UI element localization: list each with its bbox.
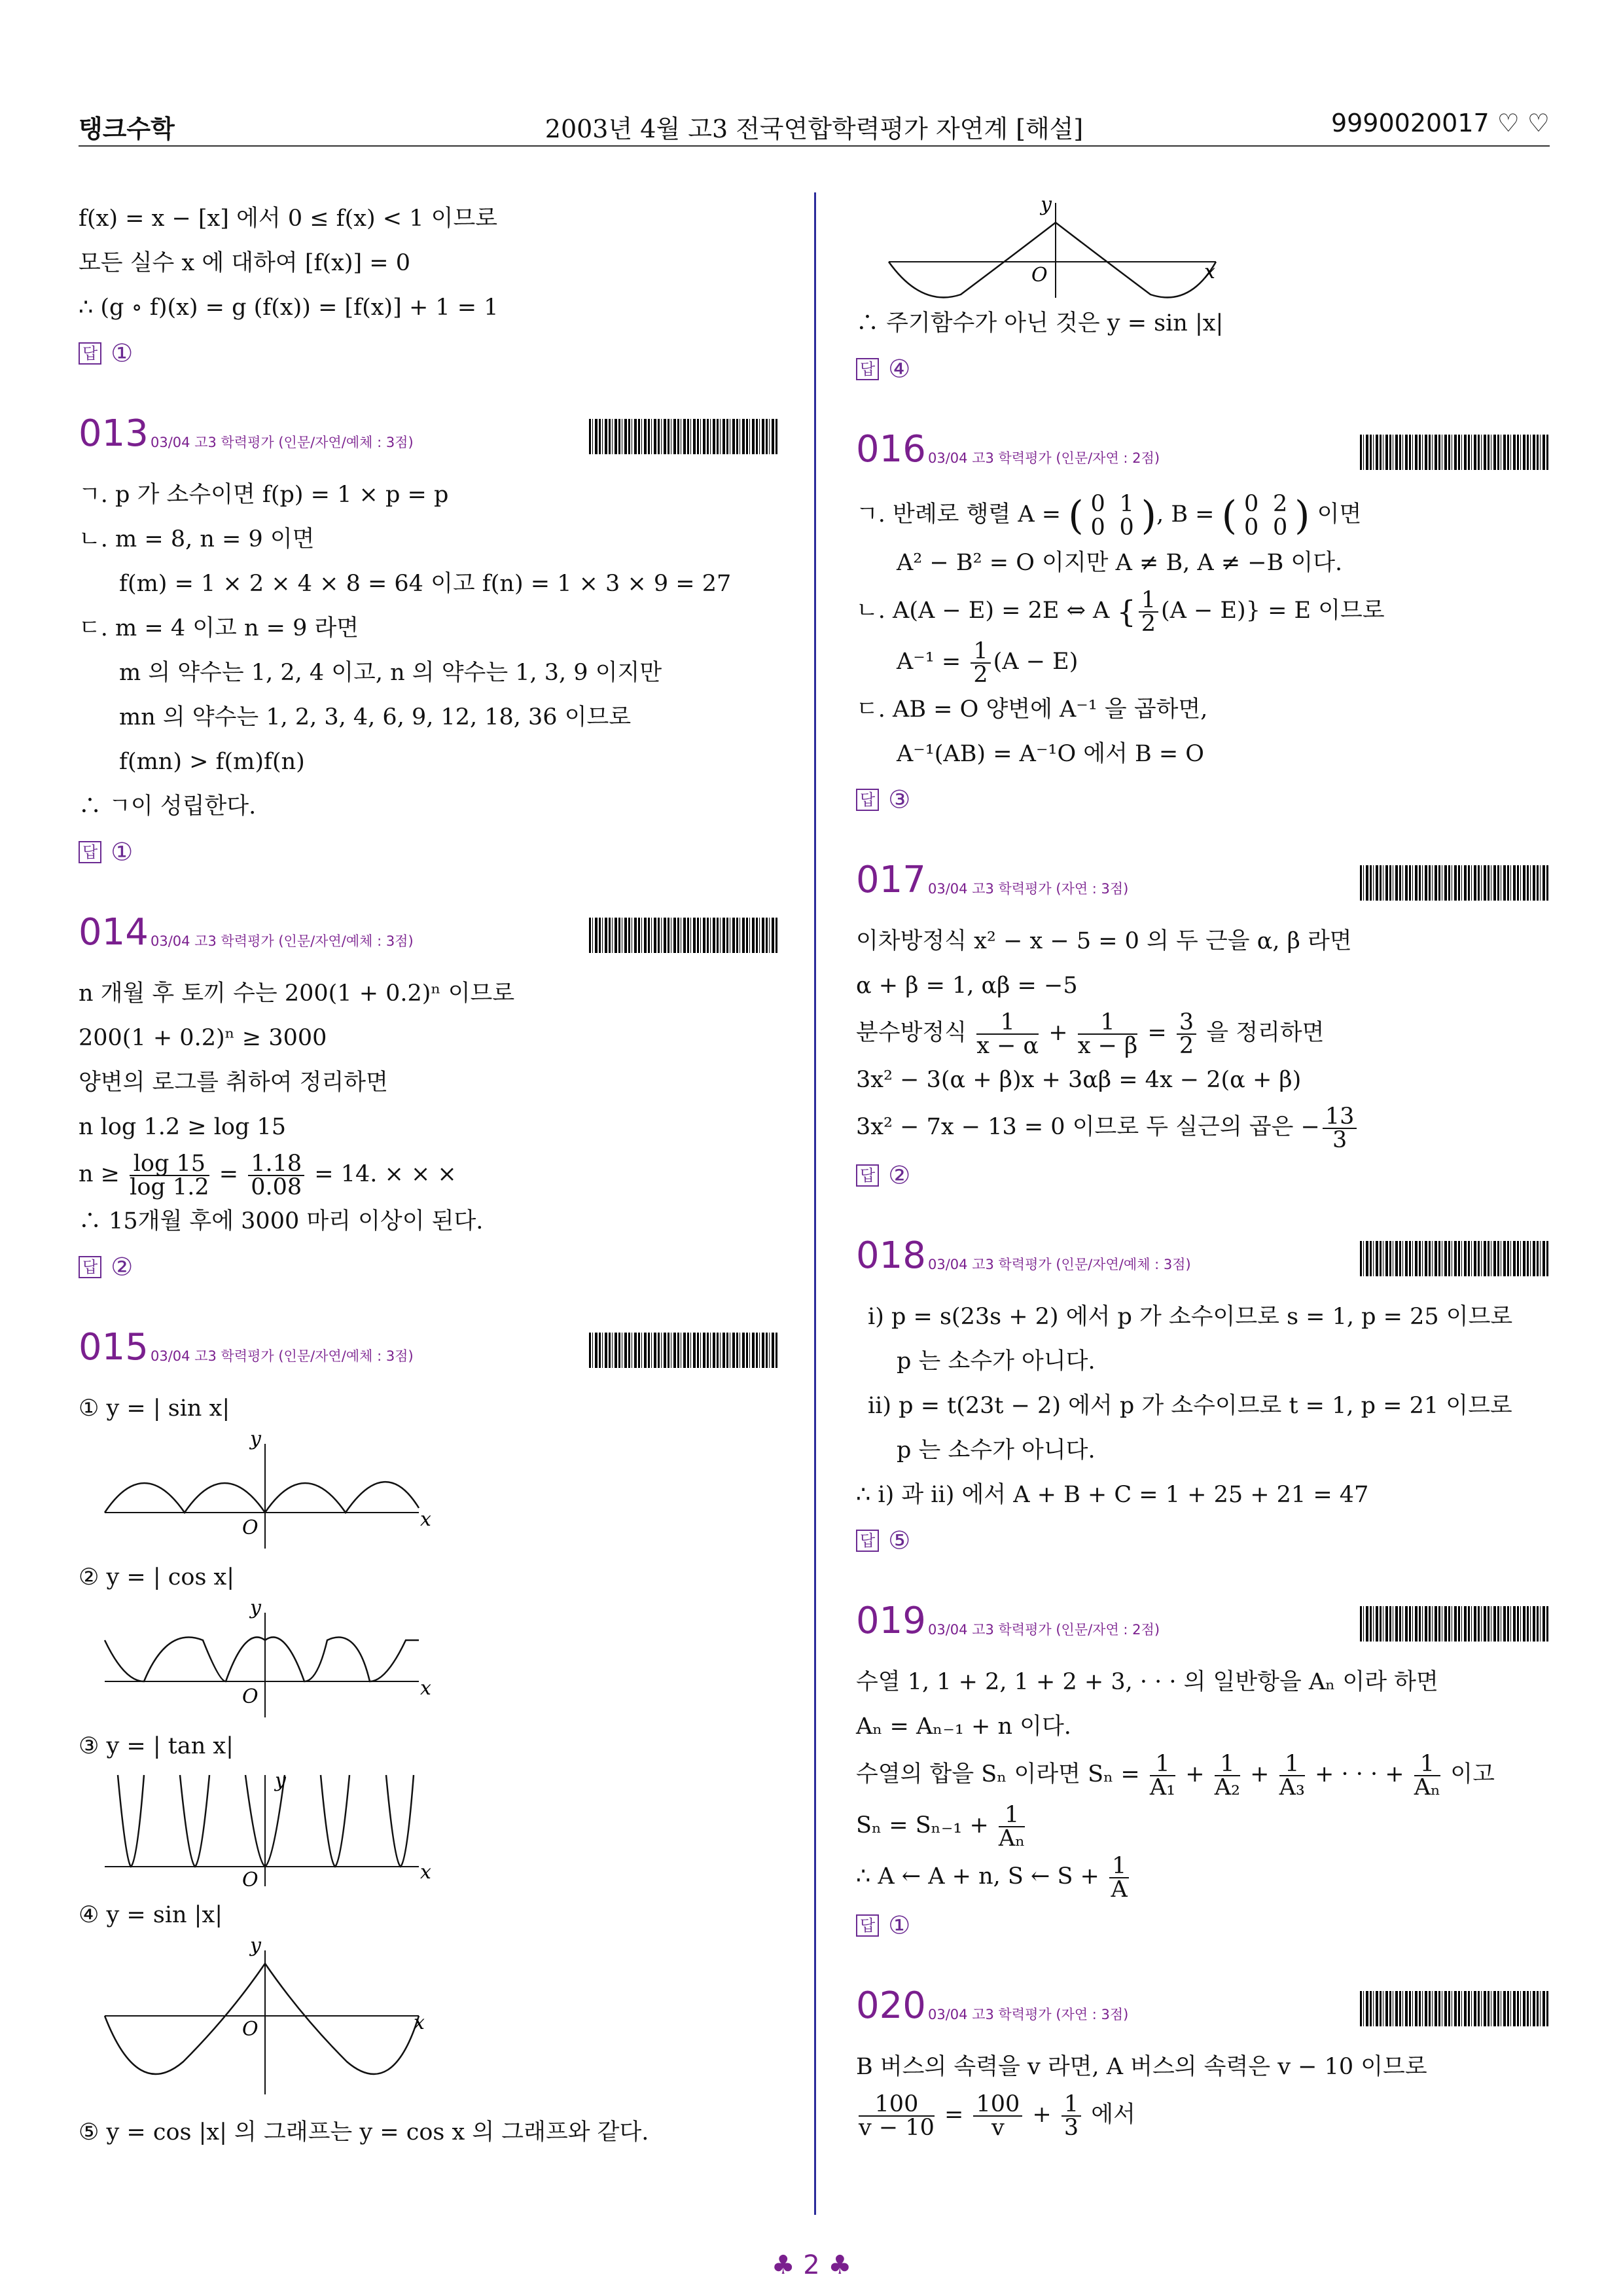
fraction-line: $\frac{100}{v - 10}$ = $\frac{100}{v}$ + $\frac{1}{3}$ 에서 — [859, 2090, 1135, 2141]
fraction — [1214, 1750, 1241, 1801]
numerator: 3 — [1177, 1011, 1196, 1035]
column-divider — [814, 192, 816, 2215]
graph-cos-abs-x — [882, 196, 1222, 301]
text-line: n log 1.2 ≥ log 15 — [79, 1114, 287, 1140]
problem-header-013 — [79, 399, 779, 473]
denominator: A — [1111, 1876, 1128, 1903]
matrix-cell: 0 — [1272, 514, 1288, 541]
text-line: ㄴ. m = 8, n = 9 이면 — [79, 526, 315, 552]
problem-header-015 — [79, 1313, 779, 1386]
answer-box: 답 — [79, 342, 101, 365]
numerator: 1 — [1414, 1753, 1440, 1776]
numerator: 1 — [971, 640, 990, 664]
matrix-cell: 0 — [1090, 490, 1105, 517]
text-fragment: (A − E) — [993, 649, 1079, 675]
numerator: 1 — [1215, 1753, 1240, 1776]
answer-box: 답 — [856, 358, 879, 380]
problem-number: 018 — [856, 1234, 926, 1277]
text-fragment: ∴ A ← A + n, S ← S + — [856, 1863, 1099, 1890]
fraction-line — [856, 585, 1550, 636]
barcode — [589, 419, 779, 454]
page-header — [79, 106, 1550, 147]
numerator: 1.18 — [248, 1153, 304, 1176]
denominator: v − 10 — [859, 2114, 935, 2141]
text-line: f(mn) > f(m)f(n) — [119, 749, 305, 775]
axis-x-label: x — [1204, 260, 1215, 283]
text-fragment: + · · · + — [1315, 1761, 1404, 1787]
text-line: 모든 실수 x 에 대하여 [f(x)] = 0 — [79, 250, 411, 276]
answer-line — [856, 776, 1550, 831]
problem-number: 016 — [856, 428, 926, 471]
answer-value: ② — [111, 1252, 134, 1282]
option-label: ③ y = | tan x| — [79, 1733, 234, 1759]
fraction-line — [856, 1102, 1550, 1152]
denominator: A₂ — [1214, 1774, 1241, 1801]
problem-number: 013 — [79, 412, 149, 455]
numerator: 100 — [859, 2093, 935, 2117]
denominator: x − α — [976, 1032, 1039, 1059]
document-code: 9990020017 ♡ ♡ — [1330, 109, 1550, 137]
problem-tag: 03/04 고3 학력평가 (인문/자연/예체 : 3점) — [151, 435, 414, 450]
denominator: A₃ — [1279, 1774, 1305, 1801]
origin-label: O — [242, 2018, 259, 2041]
matrix-cell: 0 — [1243, 490, 1259, 517]
denominator: 3 — [1332, 1126, 1347, 1153]
option-label: ② y = | cos x| — [79, 1564, 235, 1590]
answer-line — [79, 829, 779, 884]
origin-label: O — [242, 1516, 259, 1539]
barcode — [589, 1333, 779, 1368]
denominator: v — [991, 2114, 1005, 2141]
numerator: 1 — [1139, 589, 1158, 613]
barcode — [1360, 1606, 1550, 1641]
text-line: A² − B² = O 이지만 A ≠ B, A ≠ −B 이다. — [897, 550, 1343, 576]
option-label: ④ y = sin |x| — [79, 1902, 223, 1928]
text-fragment: 3x² − 7x − 13 = 0 이므로 두 실근의 곱은 − — [856, 1114, 1320, 1140]
denominator: Aₙ — [998, 1825, 1026, 1852]
text-fragment: A⁻¹ = — [897, 649, 961, 675]
origin-label: O — [242, 1685, 259, 1708]
text-line: ∴ 주기함수가 아닌 것은 y = sin |x| — [856, 310, 1224, 336]
problem-tag: 03/04 고3 학력평가 (인문/자연/예체 : 3점) — [151, 1348, 414, 1364]
axis-y-label: y — [250, 1937, 261, 1957]
text-line: 3x² − 3(α + β)x + 3αβ = 4x − 2(α + β) — [856, 1067, 1302, 1093]
problem-tag: 03/04 고3 학력평가 (자연 : 3점) — [928, 2007, 1129, 2022]
fraction — [1323, 1105, 1357, 1151]
text-line: 수열 1, 1 + 2, 1 + 2 + 3, · · · 의 일반항을 Aₙ 이라 하면 — [856, 1669, 1438, 1695]
numerator: 1 — [1150, 1753, 1175, 1776]
numerator: 1 — [1279, 1753, 1305, 1776]
fraction-line: 수열의 합을 Sₙ 이라면 Sₙ = $\frac{1}{\text{A₁}}$ + $\frac{1}{\text{A₂}}$ + $\frac{1}{\text{A₃}}$ + · · · + $\frac{1}{\text{Aₙ}}$ 이고 — [856, 1750, 1495, 1801]
paren: ( — [1221, 492, 1238, 539]
text-line: f(x) = x − [x] 에서 0 ≤ f(x) < 1 이므로 — [79, 206, 498, 232]
problem-number: 020 — [856, 1984, 926, 2027]
paren: ) — [1294, 492, 1310, 539]
graph-sin-abs-x — [79, 1937, 445, 2101]
axis-y-label: y — [250, 1600, 261, 1619]
text-fragment: , B = — [1156, 501, 1215, 528]
fraction — [971, 637, 990, 688]
fraction-line — [856, 636, 1550, 687]
problem-header-017 — [856, 846, 1550, 919]
barcode — [1360, 1241, 1550, 1276]
fraction-line: 분수방정식 $\frac{1}{x - \alpha}$ + $\frac{1}{x - \beta}$ = $\frac{3}{2}$ 을 정리하면 — [856, 1009, 1325, 1059]
barcode — [1360, 865, 1550, 901]
left-column — [79, 196, 779, 2155]
text-line: ㄷ. AB = O 양변에 A⁻¹ 을 곱하면, — [856, 696, 1208, 723]
fraction — [1109, 1852, 1129, 1903]
axis-y-label: y — [1041, 196, 1052, 216]
text-line: ㄱ. p 가 소수이면 f(p) = 1 × p = p — [79, 482, 449, 508]
graph-abs-tan — [79, 1768, 445, 1893]
text-line: 200(1 + 0.2)ⁿ ≥ 3000 — [79, 1025, 327, 1051]
text-line: ∴ 15개월 후에 3000 마리 이상이 된다. — [79, 1208, 484, 1234]
matrix-B — [1237, 492, 1294, 539]
problem-tag: 03/04 고3 학력평가 (자연 : 3점) — [928, 881, 1129, 897]
answer-line — [856, 1517, 1550, 1572]
fraction — [1149, 1750, 1176, 1801]
answer-value: ① — [111, 338, 134, 368]
answer-line — [856, 346, 1550, 401]
fraction — [1078, 1011, 1138, 1057]
brace: { — [1116, 594, 1136, 630]
text-fragment: ㄴ. A(A − E) = 2E ⇔ A — [856, 598, 1110, 624]
text-line: ⅰ) p = s(23s + 2) 에서 p 가 소수이므로 s = 1, p = 25 이므로 — [868, 1304, 1513, 1330]
text-line: mn 의 약수는 1, 2, 3, 4, 6, 9, 12, 18, 36 이므로 — [119, 704, 632, 730]
answer-line — [856, 1152, 1550, 1207]
problem-number: 019 — [856, 1600, 926, 1642]
text-fragment: (A − E)} = E 이므로 — [1161, 598, 1385, 624]
axis-y-label: y — [250, 1431, 261, 1450]
numerator: 100 — [973, 2093, 1022, 2117]
brand-label: 탱크수학 — [79, 115, 175, 143]
origin-label: O — [1031, 264, 1048, 287]
text-line: p 는 소수가 아니다. — [897, 1348, 1096, 1374]
problem-header-020 — [856, 1971, 1550, 2045]
denominator: 2 — [1141, 610, 1156, 637]
text-fragment: = 14. × × × — [314, 1161, 457, 1187]
denominator: A₁ — [1149, 1774, 1176, 1801]
text-line: p 는 소수가 아니다. — [897, 1437, 1096, 1463]
answer-box: 답 — [856, 1914, 879, 1937]
barcode — [589, 918, 779, 953]
text-fragment: 이고 — [1450, 1761, 1495, 1787]
problem-tag: 03/04 고3 학력평가 (인문/자연/예체 : 3점) — [151, 933, 414, 949]
text-line: ㄷ. m = 4 이고 n = 9 라면 — [79, 615, 359, 641]
text-line: A⁻¹(AB) = A⁻¹O 에서 B = O — [897, 741, 1205, 767]
fraction — [1414, 1750, 1441, 1801]
answer-line — [79, 1244, 779, 1299]
numerator: 13 — [1323, 1105, 1357, 1129]
answer-box: 답 — [79, 841, 101, 863]
right-column — [856, 196, 1550, 2140]
paren: ) — [1141, 492, 1157, 539]
text-line: f(m) = 1 × 2 × 4 × 8 = 64 이고 f(n) = 1 × 3 × 9 = 27 — [119, 571, 732, 597]
answer-line — [856, 1902, 1550, 1957]
text-line: ∴ ㄱ이 성립한다. — [79, 793, 257, 819]
axis-x-label: x — [414, 2011, 425, 2034]
answer-box: 답 — [79, 1256, 101, 1278]
barcode — [1360, 435, 1550, 470]
text-line: B 버스의 속력을 v 라면, A 버스의 속력은 v − 10 이므로 — [856, 2054, 1427, 2080]
text-line: 양변의 로그를 취하여 정리하면 — [79, 1069, 388, 1096]
problem-number: 015 — [79, 1326, 149, 1369]
problem-header-018 — [856, 1221, 1550, 1295]
text-line: ∴ ⅰ) 과 ⅱ) 에서 A + B + C = 1 + 25 + 21 = 47 — [856, 1482, 1369, 1508]
answer-box: 답 — [856, 1164, 879, 1187]
fraction — [1177, 1011, 1196, 1057]
text-fragment: 수열의 합을 Sₙ 이라면 Sₙ = — [856, 1761, 1140, 1787]
matrix-cell: 0 — [1119, 514, 1134, 541]
matrix-cell: 1 — [1119, 490, 1134, 517]
fraction — [1061, 2090, 1081, 2141]
document-title: 2003년 4월 고3 전국연합학력평가 자연계 [해설] — [544, 115, 1084, 143]
text-fragment: 에서 — [1091, 2102, 1135, 2128]
fraction — [1279, 1750, 1305, 1801]
text-line: ∴ (g ∘ f)(x) = g (f(x)) = [f(x)] + 1 = 1 — [79, 295, 499, 321]
answer-box: 답 — [856, 789, 879, 811]
axis-x-label: x — [420, 1677, 431, 1700]
answer-value: ① — [111, 837, 134, 867]
text-line: m 의 약수는 1, 2, 4 이고, n 의 약수는 1, 3, 9 이지만 — [119, 660, 662, 686]
denominator: 3 — [1063, 2114, 1079, 2141]
answer-box: 답 — [856, 1530, 879, 1552]
fraction-line: n ≥ $\frac{\log 15}{\log 1.2}$ = $\frac{1.18}{0.08}$ = 14. × × × — [79, 1150, 457, 1200]
numerator: 1 — [976, 1011, 1039, 1035]
text-fragment: 분수방정식 — [856, 1020, 967, 1046]
axis-x-label: x — [420, 1508, 431, 1531]
denominator: 2 — [973, 661, 988, 688]
matrix-cell: 0 — [1243, 514, 1259, 541]
problem-tag: 03/04 고3 학력평가 (인문/자연 : 2점) — [928, 1622, 1160, 1638]
problem-tag: 03/04 고3 학력평가 (인문/자연 : 2점) — [928, 450, 1160, 466]
text-line: 이차방정식 x² − x − 5 = 0 의 두 근을 α, β 라면 — [856, 928, 1352, 954]
barcode — [1360, 1991, 1550, 2026]
graph-abs-cos — [79, 1600, 445, 1724]
option-label: ① y = | sin x| — [79, 1395, 230, 1422]
text-line: α + β = 1, αβ = −5 — [856, 973, 1078, 999]
numerator: 1 — [1061, 2093, 1081, 2117]
answer-value: ④ — [888, 354, 911, 384]
text-fragment: ㄱ. 반례로 행렬 A = — [856, 501, 1061, 528]
denominator: 2 — [1179, 1032, 1194, 1059]
numerator: 1 — [1078, 1011, 1138, 1035]
matrix-line — [856, 488, 1550, 541]
answer-value: ② — [888, 1160, 911, 1190]
numerator: 1 — [999, 1804, 1025, 1827]
answer-value: ① — [888, 1910, 911, 1940]
axis-y-label: y — [275, 1769, 286, 1792]
problem-header-014 — [79, 898, 779, 971]
numerator: 1 — [1109, 1855, 1129, 1878]
text-fragment: Sₙ = Sₙ₋₁ + — [856, 1812, 989, 1839]
origin-label: O — [242, 1869, 259, 1892]
paren: ( — [1068, 492, 1084, 539]
text-fragment: 이면 — [1317, 501, 1362, 528]
text-line: n 개월 후 토끼 수는 200(1 + 0.2)ⁿ 이므로 — [79, 980, 515, 1007]
answer-value: ⑤ — [888, 1526, 911, 1555]
text-fragment: n ≥ — [79, 1161, 120, 1187]
fraction — [998, 1801, 1026, 1852]
matrix-cell: 0 — [1090, 514, 1105, 541]
text-line: ⑤ y = cos |x| 의 그래프는 y = cos x 의 그래프와 같다. — [79, 2119, 649, 2145]
text-line: ⅱ) p = t(23t − 2) 에서 p 가 소수이므로 t = 1, p = 21 이므로 — [868, 1393, 1512, 1419]
fraction — [248, 1150, 304, 1200]
denominator: log 1.2 — [130, 1174, 209, 1200]
denominator: 0.08 — [251, 1174, 302, 1200]
fraction-line — [856, 1851, 1550, 1902]
fraction — [130, 1150, 209, 1200]
problem-header-019 — [856, 1587, 1550, 1660]
problem-number: 017 — [856, 859, 926, 901]
axis-x-label: x — [420, 1861, 431, 1884]
fraction — [976, 1011, 1039, 1057]
answer-line — [79, 330, 779, 385]
graph-abs-sin — [79, 1431, 445, 1555]
text-fragment: 을 정리하면 — [1206, 1020, 1325, 1046]
problem-tag: 03/04 고3 학력평가 (인문/자연/예체 : 3점) — [928, 1257, 1191, 1272]
fraction — [1139, 586, 1158, 637]
problem-number: 014 — [79, 911, 149, 954]
problem-header-016 — [856, 415, 1550, 488]
page-number-footer: ♣ 2 ♣ — [771, 2250, 852, 2280]
fraction-line — [856, 1800, 1550, 1851]
answer-value: ③ — [888, 785, 911, 814]
fraction — [859, 2090, 935, 2141]
denominator: x − β — [1077, 1032, 1138, 1059]
matrix-A — [1084, 492, 1141, 539]
text-line: Aₙ = Aₙ₋₁ + n 이다. — [856, 1713, 1071, 1740]
numerator: log 15 — [130, 1153, 209, 1176]
fraction — [973, 2090, 1022, 2141]
matrix-cell: 2 — [1272, 490, 1288, 517]
denominator: Aₙ — [1414, 1774, 1441, 1801]
